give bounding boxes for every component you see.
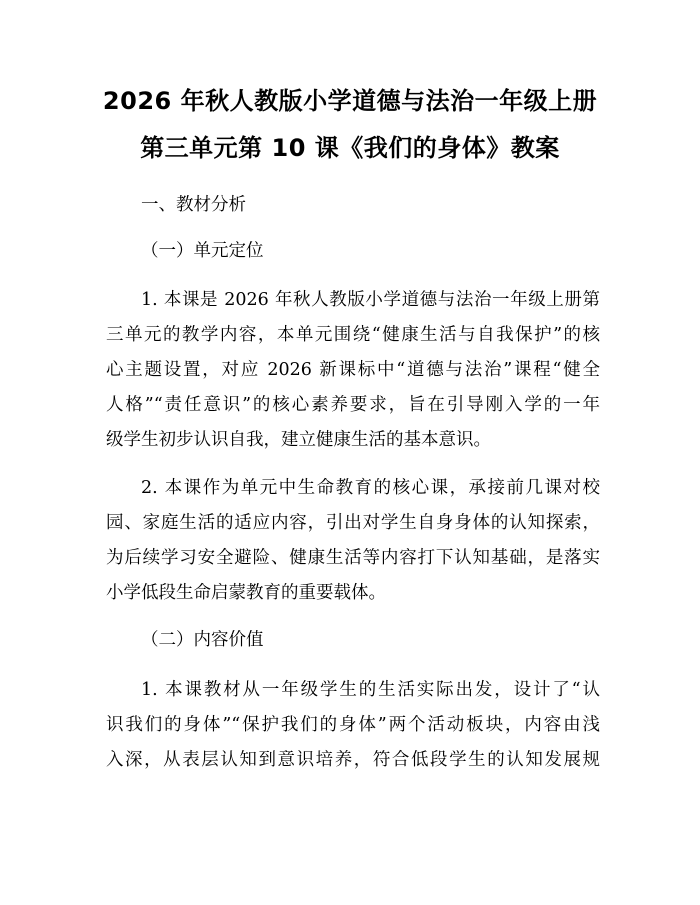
paragraph-line: 人格”“责任意识”的核心素养要求，旨在引导刚入学的一年: [106, 395, 600, 415]
paragraph-line: 入深，从表层认知到意识培养，符合低段学生的认知发展规: [106, 750, 600, 770]
section-heading: 一、教材分析: [141, 195, 246, 215]
paragraph-line: 三单元的教学内容，本单元围绕“健康生活与自我保护”的核: [106, 325, 600, 345]
paragraph-line: 为后续学习安全避险、健康生活等内容打下认知基础，是落实: [106, 548, 600, 568]
subsection-heading: （一）单元定位: [141, 241, 264, 261]
document-title-line-2: 第三单元第 10 课《我们的身体》教案: [140, 134, 560, 162]
paragraph-line: 心主题设置，对应 2026 新课标中“道德与法治”课程“健全: [106, 360, 600, 380]
paragraph-line: 小学低段生命启蒙教育的重要载体。: [106, 583, 386, 603]
paragraph-line: 1. 本课是 2026 年秋人教版小学道德与法治一年级上册第: [141, 290, 600, 310]
paragraph-line: 园、家庭生活的适应内容，引出对学生自身身体的认知探索，: [106, 513, 600, 533]
paragraph-line: 2. 本课作为单元中生命教育的核心课，承接前几课对校: [141, 478, 600, 498]
paragraph-line: 1. 本课教材从一年级学生的生活实际出发，设计了“认: [141, 680, 600, 700]
paragraph-line: 识我们的身体”“保护我们的身体”两个活动板块，内容由浅: [106, 715, 600, 735]
subsection-heading: （二）内容价值: [141, 630, 264, 650]
document-title-line-1: 2026 年秋人教版小学道德与法治一年级上册: [102, 87, 598, 115]
paragraph-line: 级学生初步认识自我，建立健康生活的基本意识。: [106, 430, 491, 450]
